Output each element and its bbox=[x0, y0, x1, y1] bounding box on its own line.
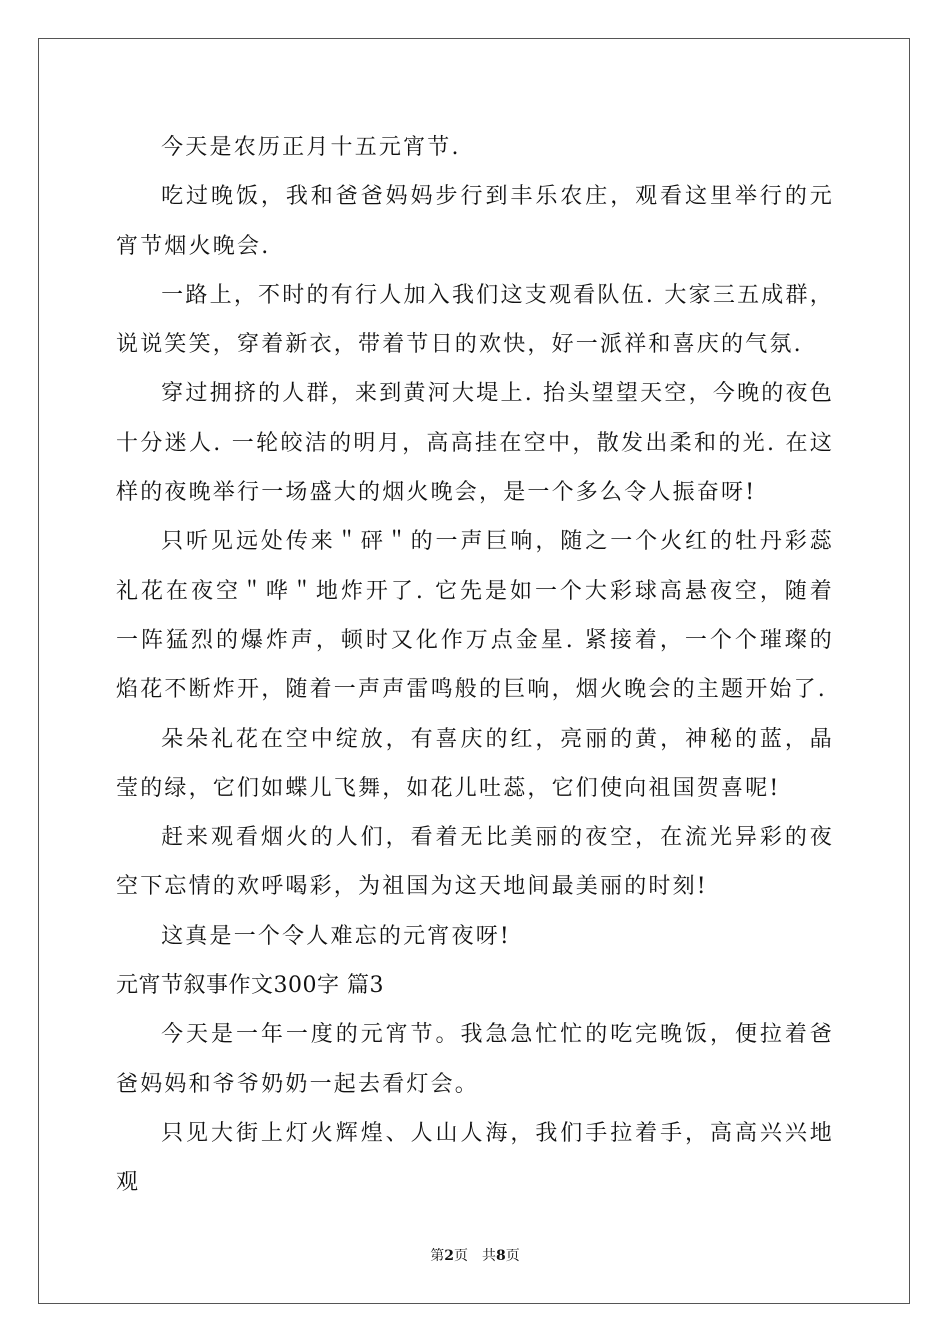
paragraph: 今天是农历正月十五元宵节. bbox=[161, 135, 461, 160]
paragraph: 吃过晚饭，我和爸爸妈妈步行到丰乐农庄，观看这里举行的元宵节烟火晚会. bbox=[116, 184, 834, 259]
section-heading: 元宵节叙事作文300字 篇3 bbox=[116, 973, 384, 999]
footer-suffix: 页 bbox=[505, 1248, 520, 1264]
paragraph: 今天是一年一度的元宵节。我急急忙忙的吃完晚饭，便拉着爸爸妈妈和爷爷奶奶一起去看灯会。 bbox=[116, 1022, 834, 1097]
paragraph: 只听见远处传来＂砰＂的一声巨响，随之一个火红的牡丹彩蕊礼花在夜空＂哗＂地炸开了. 它先是如一个大彩球高悬夜空，随着一阵猛烈的爆炸声，顿时又化作万点金星. 紧接着，一个个璀璨的焰花不断炸开，随着一声声雷鸣般的巨响，烟火晚会的主题开始了. bbox=[116, 529, 834, 703]
footer-mid: 页 共 bbox=[454, 1248, 496, 1264]
paragraph: 赶来观看烟火的人们，看着无比美丽的夜空，在流光异彩的夜空下忘情的欢呼喝彩，为祖国为这天地间最美丽的时刻! bbox=[116, 825, 834, 900]
paragraph: 朵朵礼花在空中绽放，有喜庆的红，亮丽的黄，神秘的蓝，晶莹的绿，它们如蝶儿飞舞，如花儿吐蕊，它们使向祖国贺喜呢! bbox=[116, 726, 834, 801]
document-body bbox=[116, 123, 834, 1208]
total-page-count: 8 bbox=[496, 1248, 506, 1264]
current-page-number: 2 bbox=[444, 1248, 454, 1264]
paragraph: 穿过拥挤的人群，来到黄河大堤上. 抬头望望天空，今晚的夜色十分迷人. 一轮皎洁的明月，高高挂在空中，散发出柔和的光. 在这样的夜晚举行一场盛大的烟火晚会，是一个多么令人振奋呀! bbox=[116, 381, 834, 506]
paragraph: 一路上，不时的有行人加入我们这支观看队伍. 大家三五成群，说说笑笑，穿着新衣，带着节日的欢快，好一派祥和喜庆的气氛. bbox=[116, 282, 834, 358]
footer-prefix: 第 bbox=[430, 1248, 445, 1264]
paragraph: 这真是一个令人难忘的元宵夜呀! bbox=[161, 923, 511, 949]
page-footer bbox=[0, 1246, 950, 1266]
paragraph: 只见大街上灯火辉煌、人山人海，我们手拉着手，高高兴兴地观 bbox=[116, 1120, 834, 1196]
